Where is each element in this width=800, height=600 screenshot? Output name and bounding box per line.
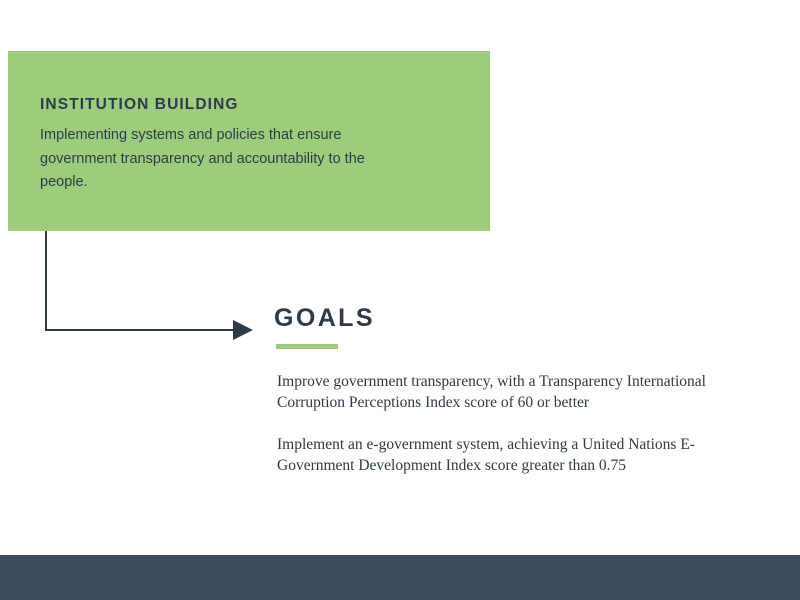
goals-list [277, 371, 764, 477]
arrow-right-icon [233, 320, 253, 340]
list-item: Implement an e-government system, achieving a United Nations E-Government Development Index score greater than 0.75 [277, 435, 695, 474]
callout-title: INSTITUTION BUILDING [40, 96, 239, 113]
callout-body-text: Implementing systems and policies that ensure government transparency and accountability to the people. [40, 127, 365, 191]
connector-horizontal-line [45, 329, 235, 331]
connector-vertical-line [45, 231, 47, 331]
goals-underline-accent [276, 344, 338, 349]
goals-heading: GOALS [274, 304, 375, 332]
list-item: Improve government transparency, with a Transparency International Corruption Perceptions Index score of 60 or better [277, 372, 706, 412]
goals-section [274, 304, 764, 476]
institution-building-callout [8, 51, 490, 231]
footer-bar [0, 555, 800, 600]
